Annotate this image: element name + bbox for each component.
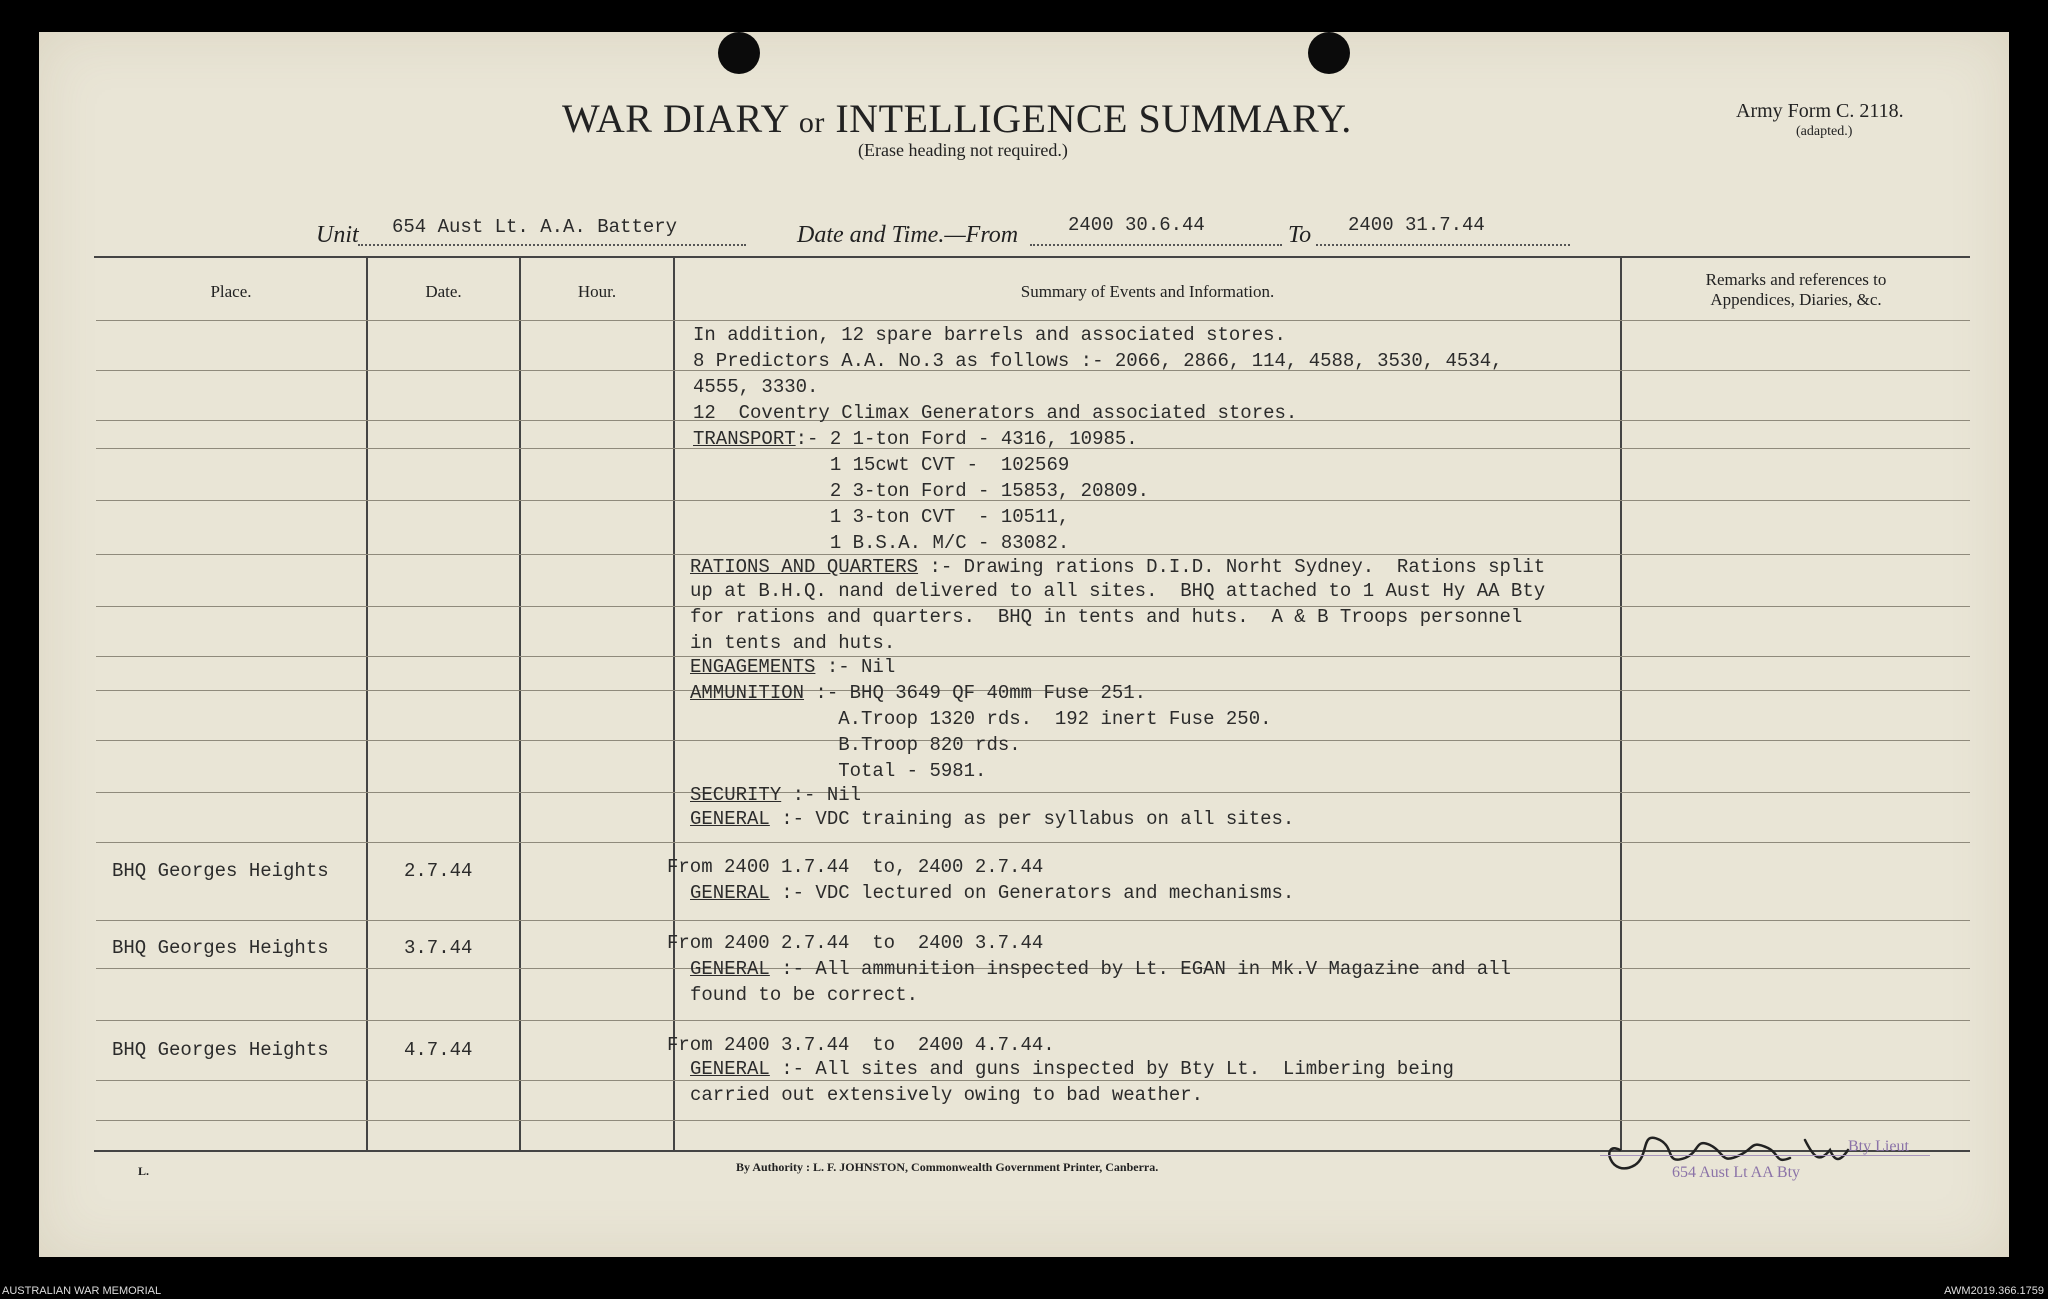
section-label: GENERAL [690, 1058, 770, 1080]
summary-line: 12 Coventry Climax Generators and associated stores. [693, 402, 1298, 424]
summary-line: 1 15cwt CVT - 102569 [693, 454, 1070, 476]
column-header-summary: Summary of Events and Information. [1020, 282, 1275, 301]
column-header-hour: Hour. [577, 282, 617, 301]
summary-line: for rations and quarters. BHQ in tents and huts. A & B Troops personnel [690, 606, 1523, 628]
section-label: RATIONS AND QUARTERS [690, 556, 919, 578]
summary-line: GENERAL :- VDC training as per syllabus on all sites. [690, 808, 1295, 830]
summary-line: B.Troop 820 rds. [690, 734, 1021, 756]
credit-left: AUSTRALIAN WAR MEMORIAL [2, 1285, 162, 1297]
erase-note: (Erase heading not required.) [858, 140, 1068, 160]
ruled-line [96, 920, 1970, 921]
summary-line: GENERAL :- VDC lectured on Generators and mechanisms. [690, 882, 1295, 904]
summary-line: SECURITY :- Nil [690, 784, 862, 806]
section-label: GENERAL [690, 808, 770, 830]
unit-label: Unit [316, 222, 359, 248]
credit-right: AWM2019.366.1759 [1944, 1285, 2044, 1297]
summary-line: 1 3-ton CVT - 10511, [693, 506, 1070, 528]
from-value: 2400 30.6.44 [1068, 214, 1205, 236]
summary-line: GENERAL :- All ammunition inspected by Lt. EGAN in Mk.V Magazine and all [690, 958, 1511, 980]
entry-place: BHQ Georges Heights [112, 937, 329, 959]
stamp-line [1600, 1155, 1930, 1156]
column-divider [1620, 258, 1622, 1150]
summary-line: 1 B.S.A. M/C - 83082. [693, 532, 1070, 554]
ruled-line [96, 740, 1970, 741]
section-label: TRANSPORT [693, 428, 796, 450]
column-divider [366, 258, 368, 1150]
stamp-rank: Bty Lieut [1848, 1138, 1909, 1155]
stamp-unit: 654 Aust Lt AA Bty [1672, 1164, 1801, 1181]
unit-dotted-line [358, 244, 746, 246]
ruled-line [96, 656, 1970, 657]
summary-line: 4555, 3330. [693, 376, 819, 398]
summary-line: AMMUNITION :- BHQ 3649 QF 40mm Fuse 251. [690, 682, 1147, 704]
section-label: AMMUNITION [690, 682, 805, 704]
summary-line: RATIONS AND QUARTERS :- Drawing rations D.I.D. Norht Sydney. Rations split [690, 556, 1546, 578]
ruled-line [96, 554, 1970, 555]
entry-date: 4.7.44 [404, 1039, 473, 1061]
column-header-place: Place. [210, 282, 252, 301]
ruled-line [96, 792, 1970, 793]
summary-line: A.Troop 1320 rds. 192 inert Fuse 250. [690, 708, 1272, 730]
entry-place: BHQ Georges Heights [112, 860, 329, 882]
column-header-date: Date. [425, 282, 462, 301]
from-dotted-line [1030, 244, 1282, 246]
summary-line: ENGAGEMENTS :- Nil [690, 656, 896, 678]
punch-hole [1308, 32, 1350, 74]
column-divider [519, 258, 521, 1150]
ruled-line [96, 1020, 1970, 1021]
punch-hole [718, 32, 760, 74]
summary-line: TRANSPORT:- 2 1-ton Ford - 4316, 10985. [693, 428, 1138, 450]
summary-line: GENERAL :- All sites and guns inspected by Bty Lt. Limbering being [690, 1058, 1454, 1080]
ruled-line [96, 1080, 1970, 1081]
summary-line: Total - 5981. [690, 760, 987, 782]
entry-date: 3.7.44 [404, 937, 473, 959]
summary-line: carried out extensively owing to bad weather. [690, 1084, 1204, 1106]
summary-line: up at B.H.Q. nand delivered to all sites. BHQ attached to 1 Aust Hy AA Bty [690, 580, 1546, 602]
section-label: ENGAGEMENTS [690, 656, 816, 678]
ruled-line [96, 842, 1970, 843]
section-label: GENERAL [690, 882, 770, 904]
summary-line: From 2400 3.7.44 to 2400 4.7.44. [667, 1034, 1055, 1056]
summary-line: found to be correct. [690, 984, 919, 1006]
summary-line: In addition, 12 spare barrels and associated stores. [693, 324, 1286, 346]
unit-value: 654 Aust Lt. A.A. Battery [392, 216, 678, 238]
column-header-remarks: Remarks and references to Appendices, Diaries, &c. [1705, 270, 1887, 309]
summary-line: From 2400 2.7.44 to 2400 3.7.44 [667, 932, 1044, 954]
to-label: To [1288, 222, 1312, 248]
section-label: GENERAL [690, 958, 770, 980]
to-value: 2400 31.7.44 [1348, 214, 1485, 236]
table-top-border [94, 256, 1970, 258]
ruled-line [96, 320, 1970, 321]
summary-line: From 2400 1.7.44 to, 2400 2.7.44 [667, 856, 1044, 878]
section-label: SECURITY [690, 784, 782, 806]
form-title: WAR DIARY or INTELLIGENCE SUMMARY. [562, 96, 1352, 141]
form-mark: L. [138, 1164, 150, 1178]
column-divider [673, 258, 675, 1150]
summary-line: 2 3-ton Ford - 15853, 20809. [693, 480, 1150, 502]
entry-date: 2.7.44 [404, 860, 473, 882]
summary-line: 8 Predictors A.A. No.3 as follows :- 2066, 2866, 114, 4588, 3530, 4534, [693, 350, 1503, 372]
entry-place: BHQ Georges Heights [112, 1039, 329, 1061]
adapted-note: (adapted.) [1796, 124, 1853, 139]
summary-line: in tents and huts. [690, 632, 896, 654]
to-dotted-line [1316, 244, 1570, 246]
army-form-number: Army Form C. 2118. [1736, 100, 1904, 122]
printer-authority: By Authority : L. F. JOHNSTON, Commonwealth Government Printer, Canberra. [736, 1160, 1159, 1174]
date-time-label: Date and Time.—From [797, 222, 1019, 248]
